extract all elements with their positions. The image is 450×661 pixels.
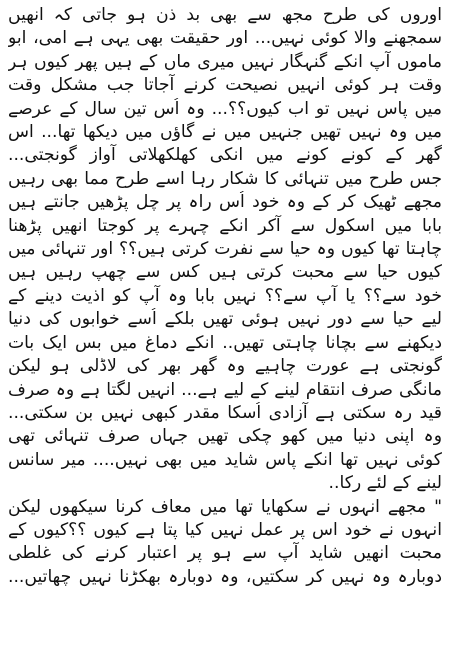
text-line: وہ اپنی دنیا میں کھو چکی تھیں جہاں صرف تنہائی تھی xyxy=(8,426,442,447)
text-line: وقت ہر کوئی انہیں نصیحت کرنے آجاتا جب مشکل وقت xyxy=(8,75,442,96)
text-line: گھر کے کونے کونے میں انکی کھلکھلاتی آواز گونجتی... xyxy=(8,145,442,166)
paragraph-1 xyxy=(8,4,442,168)
text-line: دیکھنے سے بچانا چاہتی تھیں.. انکے دماغ میں بس ایک بات xyxy=(8,332,442,353)
text-line: مجھے ٹھیک کر کے وہ خود اُس راہ پر چل پڑھیں جانتے ہیں xyxy=(8,192,442,213)
text-line: لیے حیا سے دور نہیں ہوئی تھیں بلکے اُسے خوابوں کی دنیا xyxy=(8,309,442,330)
text-line: اوروں کی طرح مجھ سے بھی بد ذن ہو جاتی کہ انھیں xyxy=(8,5,442,25)
text-line: میں وہ نہیں تھیں جنہیں میں نے گاؤں میں دیکھا تھا... اس xyxy=(8,122,442,143)
text-line: " مجھے انہوں نے سکھایا تھا میں معاف کرنا سیکھوں لیکن xyxy=(8,496,442,517)
text-line: میں پاس نہیں تو اب کیوں؟؟... وہ اُس تین سال کے عرصے xyxy=(8,98,442,119)
text-line: خود سے؟؟ یا آپ سے؟؟ نہیں بابا وہ آپ کو اذیت دینے کے xyxy=(8,285,442,306)
text-line: گونجتی ہے عورت چاہیے وہ گھر بھر کی لاڈلی ہو لیکن xyxy=(8,356,442,377)
paragraph-2 xyxy=(8,168,442,496)
text-line: مانگی صرف انتقام لینے کے لیے ہے... انہیں لگتا ہے وہ صرف xyxy=(8,379,442,400)
text-line: سمجھنے والا کوئی نہیں... اور حقیقت بھی یہی ہے امی، ابو xyxy=(8,28,442,49)
text-line: کیوں حیا سے محبت کرتی ہیں کس سے چھپ رہیں ہیں xyxy=(8,262,442,283)
text-line: محبت انھیں شاید آپ سے ہو پر اعتبار کرنے کی غلطی xyxy=(8,543,442,564)
text-line: قید رہ سکتی ہے آزادی اُسکا مقدر کبھی نہیں بن سکتی... xyxy=(8,402,442,423)
text-line: لینے کے لئے رکا.. xyxy=(328,473,442,494)
text-line: بابا میں اسکول سے آکر انکے چہرے پر کوجتا انھیں پڑھنا xyxy=(8,215,442,236)
text-line: ماموں آپ انکے گنہگار نہیں میری ماں کے ہیں پھر کیوں ہر xyxy=(8,51,442,72)
text-line: چاہتا تھا کیوں وہ حیا سے نفرت کرتی ہیں؟؟ اور تنہائی میں xyxy=(8,239,442,260)
text-line: دوبارہ وہ نہیں کر سکتیں، وہ دوبارہ بھکڑنا نہیں چھاتیں... xyxy=(8,566,442,587)
text-line: جس طرح میں تنہائی کا شکار رہا اسے طرح مما بھی رہیں xyxy=(8,168,442,189)
text-line: کوئی نہیں تھا انکے پاس شاید میں بھی نہیں.... میر سانس xyxy=(8,449,442,470)
text-line: انہوں نے خود اس پر عمل نہیں کیا پتا ہے کیوں ؟؟کیوں کے xyxy=(8,519,442,540)
paragraph-3 xyxy=(8,496,442,590)
